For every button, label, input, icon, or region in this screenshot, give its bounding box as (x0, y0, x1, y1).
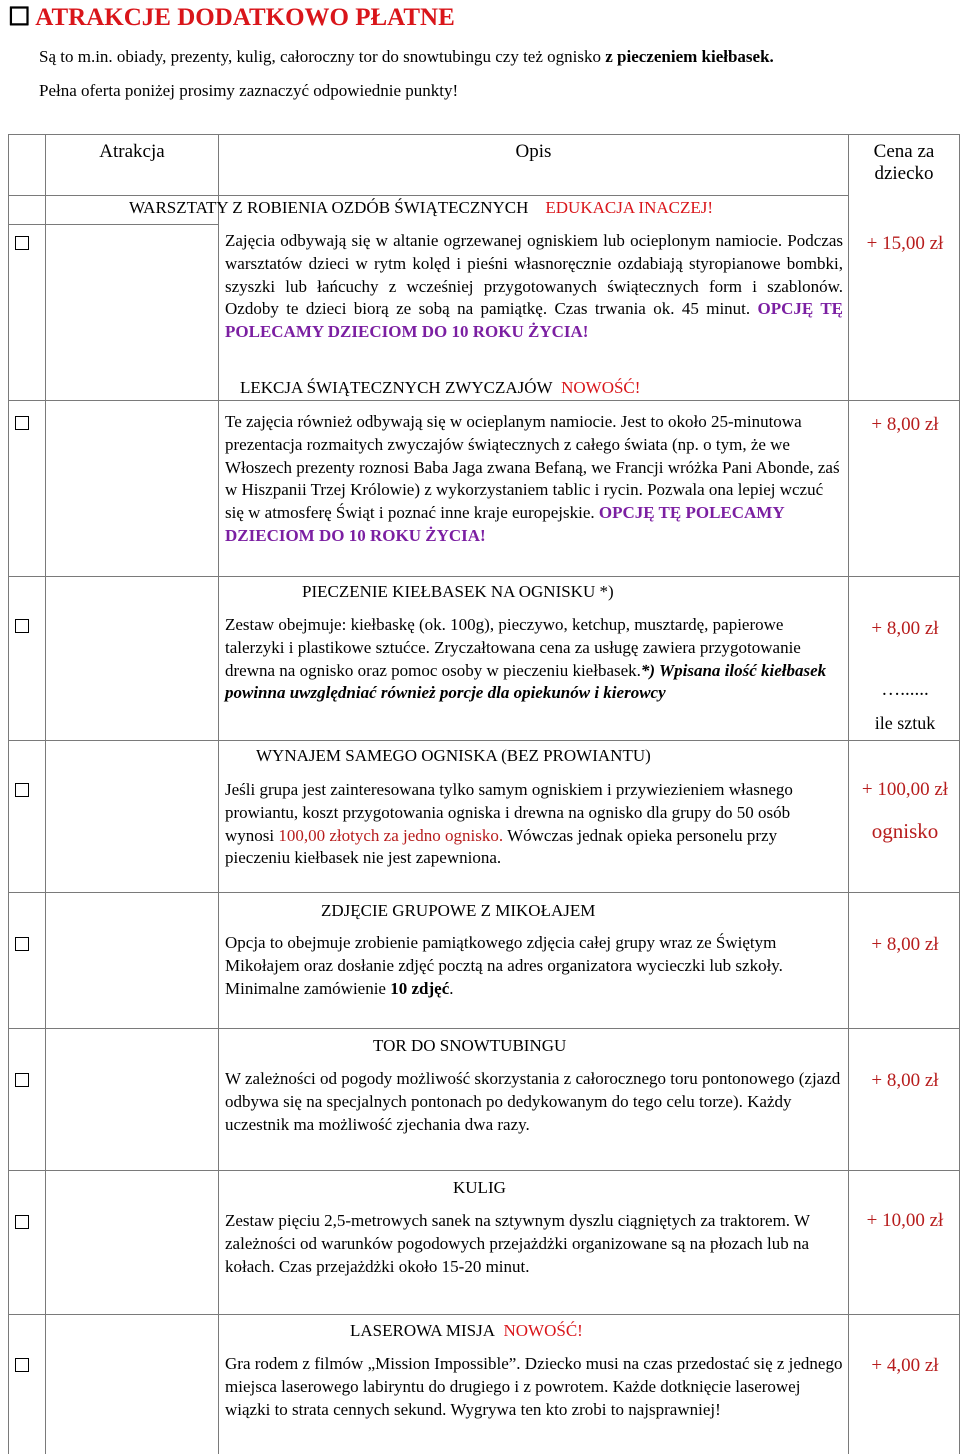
grid-line (8, 224, 218, 225)
item-price-photo: + 8,00 zł (871, 934, 939, 955)
item-price-snowtubing: + 8,00 zł (871, 1070, 939, 1091)
item-price-bonfire: + 100,00 zł (861, 779, 949, 800)
item-title-snowtubing: TOR DO SNOWTUBINGU (373, 1036, 567, 1055)
item-price-workshop: + 15,00 zł (866, 233, 944, 254)
grid-line (8, 1170, 959, 1171)
item-description-snowtubing: W zależności od pogody możliwość skorzystania z całorocznego toru pontonowego (zjazd odbywa się na specjalnych pontonach po dedykowanym do tego celu torze). Każdy uczestnik ma możliwość zjechania dwa razy. (225, 1069, 841, 1134)
column-header-price: Cena za dziecko (873, 141, 935, 184)
item-title-bonfire: WYNAJEM SAMEGO OGNISKA (BEZ PROWIANTU) (256, 746, 651, 765)
item-price-kulig: + 10,00 zł (866, 1210, 944, 1231)
item-description-sausages: Zestaw obejmuje: kiełbaskę (ok. 100g), pieczywo, ketchup, musztardę, papierowe talerzyki i plastikowe sztućce. Zryczałtowana cena za usługę zawiera przygotowanie drewna na ognisko oraz pomoc osoby w pieczeniu kiełbasek.*) Wpisana ilość kiełbasek powinna uwzględniać również porcje dla opiekunów i kierowcy (225, 615, 827, 703)
item-description-lesson: Te zajęcia również odbywają się w ocieplanym namiocie. Jest to około 25-minutowa prezentacja rozmaitych zwyczajów świątecznych z całego świata (np. o tym, że we Włoszech prezenty roznosi Baba Jaga zwana Befaną, we Francji wróżka Pani Abonde, zaś w Hiszpanii Trzej Królowie) z wykorzystaniem tablic i rycin. Pozwala ona lepiej wczuć się w atmosferę Świąt i poznać inne kraje europejskie. OPCJĘ TĘ POLECAMY DZIECIOM DO 10 ROKU ŻYCIA! (225, 412, 840, 545)
item-price-sausages: + 8,00 zł (871, 618, 939, 639)
item-description-photo: Opcja to obejmuje zrobienie pamiątkowego zdjęcia całej grupy wraz ze Świętym Mikołajem oraz dosłanie zdjęć pocztą na adres organizatora wycieczki lub szkoły. Minimalne zamówienie 10 zdjęć. (225, 933, 783, 998)
grid-line (8, 134, 959, 135)
column-header-description: Opis (515, 141, 552, 162)
checkbox-lesson[interactable] (15, 416, 29, 430)
grid-line (8, 400, 959, 401)
item-price-unit-bonfire: ognisko (871, 819, 939, 843)
checkbox-bonfire[interactable] (15, 783, 29, 797)
column-header-attraction: Atrakcja (99, 141, 165, 162)
checkbox-snowtubing[interactable] (15, 1073, 29, 1087)
item-title-sausages: PIECZENIE KIEŁBASEK NA OGNISKU *) (302, 582, 614, 601)
checkbox-workshop[interactable] (15, 236, 29, 250)
grid-line (848, 134, 849, 1454)
grid-line (8, 1028, 959, 1029)
intro-line-1: Są to m.in. obiady, prezenty, kulig, całoroczny tor do snowtubingu czy też ognisko z pieczeniem kiełbasek. (39, 47, 774, 66)
attractions-table (8, 134, 960, 1454)
item-description-kulig: Zestaw pięciu 2,5-metrowych sanek na sztywnym dyszlu ciągniętych za traktorem. W zależności od warunków pogodowych przejażdżki organizowane są na płozach lub na kołach. Czas przejażdżki około 15-20 minut. (225, 1211, 810, 1276)
grid-line (8, 740, 959, 741)
item-description-laser: Gra rodem z filmów „Mission Impossible”. Dziecko musi na czas przedostać się z jednego miejsca laserowego labiryntu do drugiego i z powrotem. Każde dotknięcie laserowej wiązki to strata cennych sekund. Wygrywa ten kto zrobi to najsprawniej! (225, 1354, 843, 1419)
grid-line (8, 892, 959, 893)
grid-line (8, 1314, 959, 1315)
item-description-workshop: Zajęcia odbywają się w altanie ogrzewanej ogniskiem lub ocieplonym namiocie. Podczas warsztatów dzieci w rytm kolęd i pieśni własnoręcznie ozdabiają styropianowe bombki, szyszki lub łańcuchy z wcześniej przygotowanych świątecznych form i szablonów. Ozdoby te dzieci biorą ze sobą na pamiątkę. Czas trwania ok. 45 minut. OPCJĘ TĘ POLECAMY DZIECIOM DO 10 ROKU ŻYCIA! (225, 231, 843, 342)
checkbox-icon[interactable]: ☐ (8, 4, 31, 31)
grid-line (8, 134, 9, 1454)
page-title (8, 2, 455, 32)
item-title-workshop: WARSZTATY Z ROBIENIA OZDÓB ŚWIĄTECZNYCH EDUKACJA INACZEJ! (129, 198, 714, 217)
item-title-lesson: LEKCJA ŚWIĄTECZNYCH ZWYCZAJÓW NOWOŚĆ! (240, 378, 641, 397)
grid-line (218, 134, 219, 1454)
quantity-blank[interactable]: …...... (881, 679, 929, 700)
grid-line (8, 195, 848, 196)
item-title-photo: ZDJĘCIE GRUPOWE Z MIKOŁAJEM (321, 901, 596, 920)
checkbox-kulig[interactable] (15, 1215, 29, 1229)
checkbox-sausages[interactable] (15, 619, 29, 633)
item-title-laser: LASEROWA MISJA NOWOŚĆ! (350, 1321, 583, 1340)
quantity-label: ile sztuk (874, 713, 936, 733)
item-description-bonfire: Jeśli grupa jest zainteresowana tylko samym ogniskiem i przywiezieniem własnego prowiantu, koszt przygotowania ogniska i drewna na ognisko dla grupy do 50 osób wynosi 100,00 złotych za jedno ognisko. Wówczas jednak opieka personelu przy pieczeniu kiełbasek nie jest zapewniona. (225, 780, 793, 868)
item-title-kulig: KULIG (453, 1178, 506, 1197)
title-text: ATRAKCJE DODATKOWO PŁATNE (35, 4, 455, 31)
checkbox-laser[interactable] (15, 1358, 29, 1372)
intro-line-2: Pełna oferta poniżej prosimy zaznaczyć odpowiednie punkty! (39, 81, 459, 100)
item-price-laser: + 4,00 zł (871, 1355, 939, 1376)
grid-line (45, 134, 46, 1454)
item-price-lesson: + 8,00 zł (871, 414, 939, 435)
checkbox-photo[interactable] (15, 937, 29, 951)
grid-line (8, 576, 959, 577)
